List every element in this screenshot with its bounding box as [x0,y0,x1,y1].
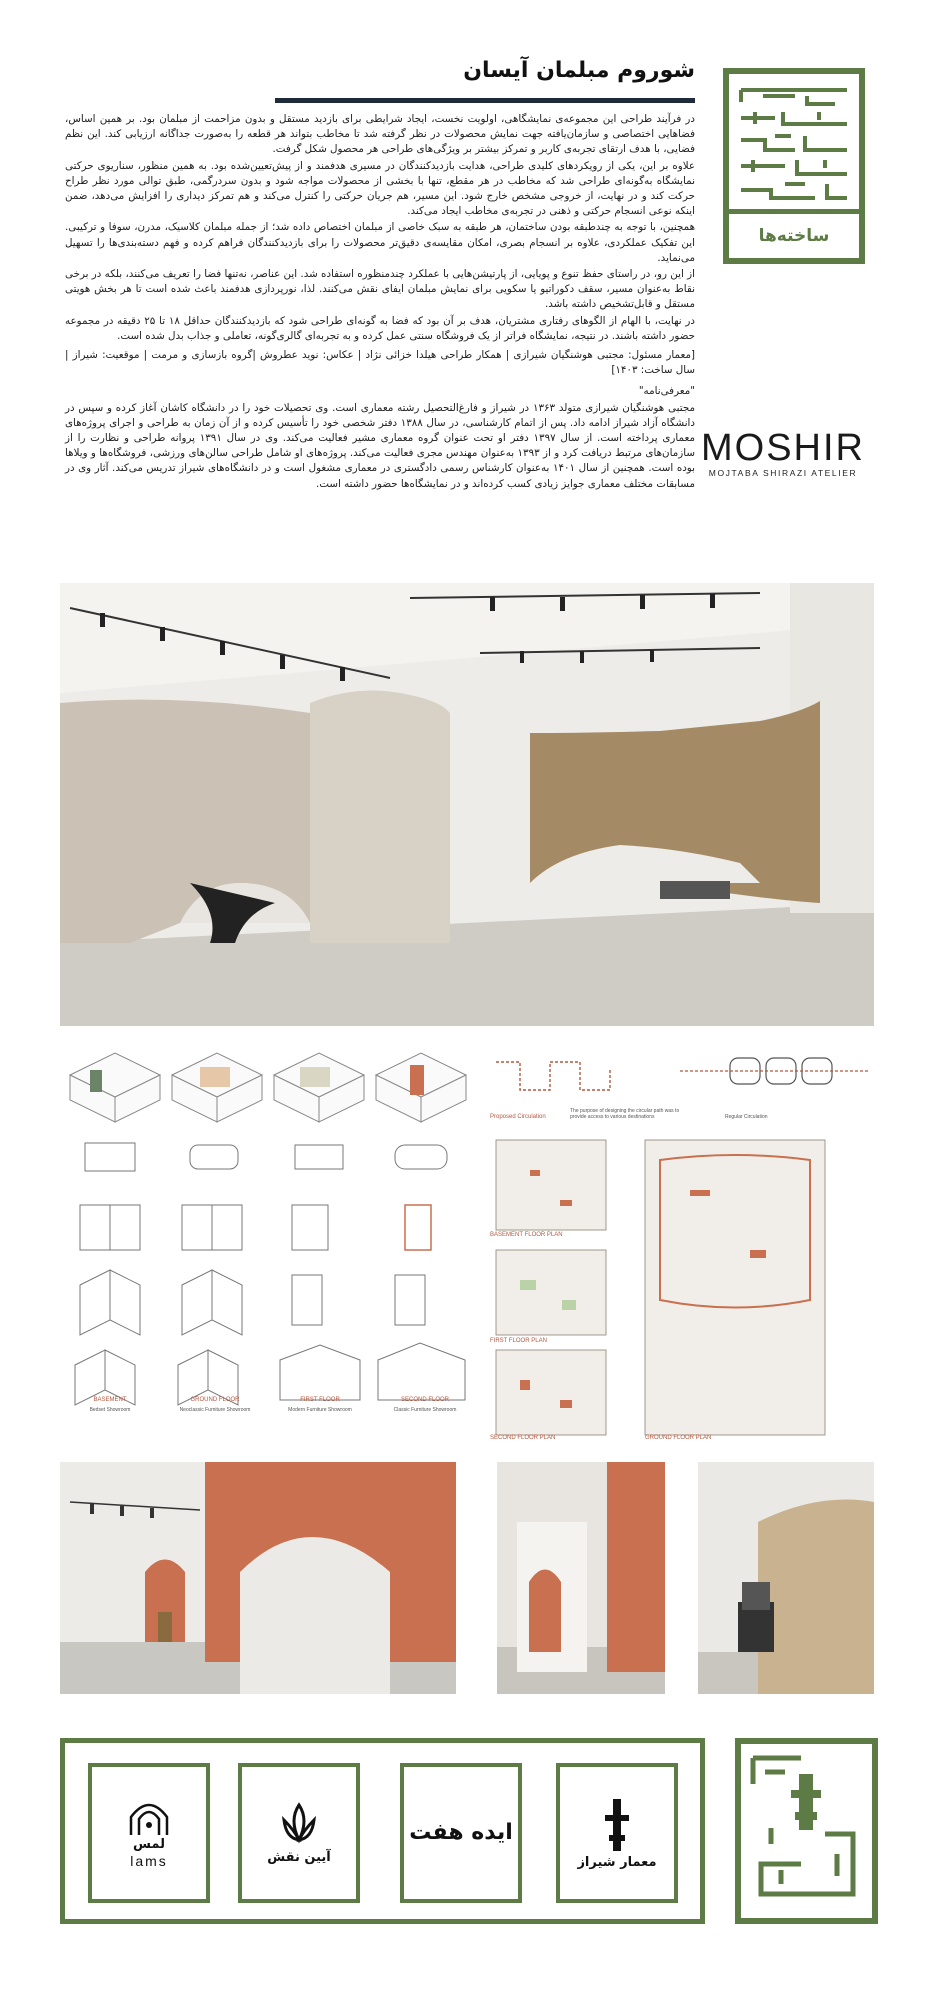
sponsor-card [238,1763,360,1903]
intro-heading: "معرفی‌نامه" [638,385,695,398]
plan-label: FIRST FLOOR PLAN [490,1338,547,1344]
sponsor-name: آیین نقش [267,1850,331,1865]
award-emblem-icon [741,1744,872,1918]
paragraph: در نهایت، با الهام از الگوهای رفتاری مشتریان، هدف بر آن بود که فضا به گونه‌ای طراحی شود که بازدیدکنندگان حداقل ۱۸ تا ۲۵ دقیقه در مجموعه حضور داشته باشند. در نتیجه، نمایشگاه فراتر از یک فروشگاه سنتی عمل کرده و به تجربه‌ای گالری‌گونه، تعاملی و جذاب بدل شده است. [65,314,695,342]
paragraph: علاوه بر این، یکی از رویکردهای کلیدی طراحی، هدایت بازدیدکنندگان در مسیری هدفمند و از پیش‌تعیین‌شده بود. به همین منظور، سناریوی حرکتی نمایشگاه به‌گونه‌ای طراحی شد که مخاطب در هر مقطع، تنها با بخشی از محصولات مواجه شود و بدون سردرگمی، طبق توالی مورد نظر طراح حرکت کند و در نهایت، از خروجی مشخص خارج شود. این مسیر، هم جریان حرکتی را کنترل می‌کند و هم تمرکز دیداری را افزایش می‌دهد، ضمن اینکه نوعی انسجام حرکتی و ذهنی در تجربه‌ی مخاطب ایجاد می‌کند. [65,159,695,218]
floor-sublabel: Classic Furniture Showroom [393,1407,457,1413]
arch-interior-photo-3 [698,1462,874,1694]
floor-sublabel: Modern Furniture Showroom [288,1407,352,1413]
architect-logo [693,428,873,488]
intro-text: مجتبی هوشنگیان شیرازی متولد ۱۳۶۳ در شیراز و فارغ‌التحصیل رشته معماری است. وی تحصیلات خود را در دانشگاه کاشان آغاز کرده و سپس در دانشگاه آزاد شیراز ادامه داد. پس از اتمام کارشناسی، در سال ۱۳۸۸ دفتر شخصی خود را تأسیس کرده و از آن زمان به طراحی و اجرای پروژه‌های معماری پرداخته است. از سال ۱۳۹۷ دفتر او تحت عنوان گروه معماری مشیر فعالیت می‌کند. وی در سال ۱۳۹۱ پروانه طراحی و نظارت را از سازمان‌های مرتبط دریافت کرد و از ۱۳۹۳ به‌عنوان مهندس مجری فعالیت می‌کند. پروژه‌های او شامل طراحی سالن‌های ورزشی، فروشگاه‌ها و ویلاها بوده است. همچنین از سال ۱۴۰۱ به‌عنوان کارشناس رسمی دادگستری در معماری مشغول است و در دانشگاه‌های شیراز تدریس می‌کند. آثار وی در مسابقات مختلف معماری جوایز زیادی کسب کرده‌اند و در نمایشگاه‌ها حضور داشته است. [65,401,696,490]
arch-interior-photo-2 [497,1462,665,1694]
floor-label: SECOND FLOOR [400,1397,449,1403]
plan-label: BASEMENT FLOOR PLAN [490,1232,563,1238]
sponsor-card [400,1763,522,1903]
award-calligraphy-icon [735,80,853,208]
floor-sublabel: Neoclassic Furniture Showroom [179,1407,251,1413]
sponsor-name: لمس [133,1837,165,1852]
floor-label: BASEMENT [93,1397,127,1403]
sponsor-logo-icon [597,1795,637,1855]
plan-label: GROUND FLOOR PLAN [645,1435,712,1441]
architect-logo-subtitle: MOJTABA SHIRAZI ATELIER [708,468,858,478]
award-logo [723,68,865,264]
sponsor-arch-icon [125,1797,173,1837]
architect-logo-wordmark: MOSHIR [701,427,865,469]
regular-circulation-label: Regular Circulation [725,1114,768,1120]
paragraph: در فرآیند طراحی این مجموعه‌ی نمایشگاهی، اولویت نخست، ایجاد شرایطی برای بازدید مستقل و بدون مزاحمت از مبلمان بود. بر همین اساس، فضاهایی اختصاصی و سازمان‌یافته جهت نمایش محصولات در نظر گرفته شد تا مخاطب بتواند هر قطعه را به‌صورت جداگانه ارزیابی کند. این نظم فضایی، با هدف ارتقای تجربه‌ی کاربر و تمرکز بیشتر بر ویژگی‌های طراحی هر محصول شکل گرفت. [65,113,695,156]
sponsor-lotus-icon [274,1800,324,1850]
axonometric-diagrams [60,1045,490,1445]
floor-sublabel: Bedset Showroom [89,1407,131,1413]
project-description [65,112,695,493]
sponsors-panel [60,1738,705,1924]
paragraph: همچنین، با توجه به چندطبقه بودن ساختمان، هر طبقه به سبک خاصی از مبلمان اختصاص داده شد؛ از جمله مبلمان کلاسیک، مدرن، سوفا و ترکیبی. این تفکیک عملکردی، علاوه بر انسجام بصری، امکان مقایسه‌ی دقیق‌تر محصولات را برای بازدیدکنندگان فراهم کرده و فهم دسته‌بندی‌ها را تسهیل می‌نماید. [65,221,695,264]
sponsor-name: ایده هفت [409,1820,513,1845]
plan-label: SECOND FLOOR PLAN [490,1435,556,1441]
floor-label: GROUND FLOOR [190,1397,240,1403]
floor-plans [490,1050,875,1445]
paragraph: از این رو، در راستای حفظ تنوع و پویایی، از پارتیشن‌هایی با عملکرد چندمنظوره استفاده شد. این عناصر، نه‌تنها فضا را تعریف می‌کنند، بلکه در برخی نقاط به‌عنوان مسیر، سقف دکوراتیو یا سکویی برای نمایش مبلمان ایفای نقش می‌کنند. لذا، نورپردازی هدفمند باعث شده است تا هر بخش هویتی مستقل و قابل‌تشخیص داشته باشد. [65,268,695,311]
proposed-circulation-label: Proposed Circulation [490,1114,546,1120]
arch-interior-photo-1 [60,1462,456,1694]
sponsor-card [88,1763,210,1903]
sponsor-name: معمار شیراز [577,1855,657,1870]
award-logo-bottom [735,1738,878,1924]
circulation-note: The purpose of designing the circular path was to provide access to various destinations [570,1108,680,1120]
sponsor-latin-name: lams [130,1853,168,1869]
page-title: شوروم مبلمان آیسان [463,58,695,83]
project-credits: [معمار مسئول: مجتبی هوشنگیان شیرازی | همکار طراحی هیلدا خزائی نژاد | عکاس: نوید عطروش |گروه بازسازی و مرمت | موقعیت: شیراز | سال ساخت: ۱۴۰۳] [65,349,695,377]
title-underline [275,98,695,103]
floor-label: FIRST FLOOR [300,1397,340,1403]
main-interior-photo [60,583,874,1026]
sponsor-card [556,1763,678,1903]
award-subtitle: ساخته‌ها [729,209,859,258]
